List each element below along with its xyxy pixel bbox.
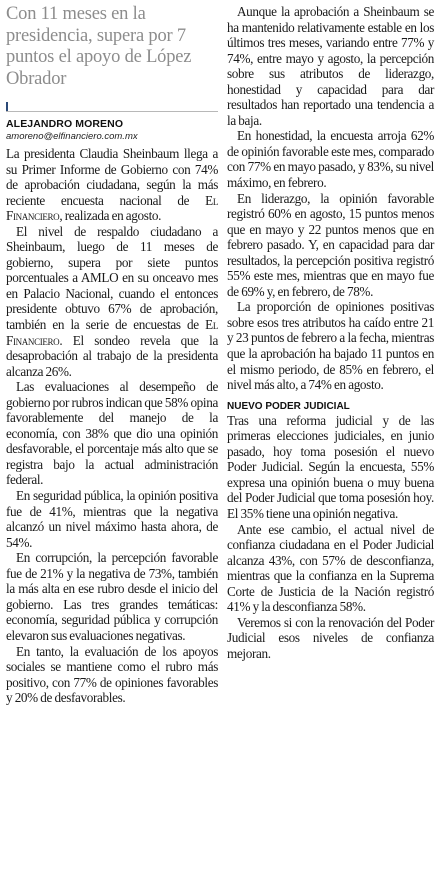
paragraph: En tanto, la evaluación de los apoyos sociales se mantiene como el rubro más positivo, con 77% de opiniones favorables y 20% de desfavorables.	[6, 643, 218, 706]
paragraph-text: El nivel de respaldo ciudadano a Sheinbaum, luego de 11 meses de gobierno, supera por siete puntos porcentuales a AMLO en su onceavo mes en Palacio Nacional, cuando el entonces presidente obtuvo 67% de aprobación, también en la serie de encuestas de	[6, 223, 218, 333]
paragraph: Aunque la aprobación a Sheinbaum se ha mantenido relativamente estable en los últimos tres meses, variando entre 77% y 74%, entre mayo y agosto, la percepción sobre sus atributos de liderazgo, honestidad y capacidad para dar resultados han reportado una tendencia a la baja.	[227, 4, 434, 128]
paragraph-text: . El sondeo revela que la desaprobación al trabajo de la presidenta alcanza 26%.	[6, 332, 218, 379]
byline-divider	[6, 100, 218, 114]
paragraph-text: , realizada en agosto.	[59, 208, 162, 224]
section-subhead: NUEVO PODER JUDICIAL	[227, 400, 350, 412]
paragraph: En seguridad pública, la opinión positiva fue de 41%, mientras que la negativa alcanzó un nivel máximo hasta ahora, de 54%.	[6, 488, 218, 550]
author-name: ALEJANDRO MORENO	[6, 118, 124, 130]
paragraph: Ante ese cambio, el actual nivel de confianza ciudadana en el Poder Judicial alcanza 43%, con 57% de desconfianza, mientras que la confianza en la Suprema Corte de Justicia de la Nación registró 41% y la desconfianza 58%.	[227, 521, 434, 615]
right-column	[227, 4, 434, 661]
paragraph: En corrupción, la percepción favorable fue de 21% y la negativa de 73%, también la más alta en ese rubro desde el inicio del gobierno. Las tres grandes temáticas: economía, seguridad pública y corrupción elevaron sus evaluaciones negativas.	[6, 550, 218, 643]
paragraph: La proporción de opiniones positivas sobre esos tres atributos ha caído entre 21 y 23 puntos de febrero a la fecha, mientras que la aprobación ha bajado 11 puntos en el mismo periodo, de 85% en febrero, el nivel más alto, a 74% en agosto.	[227, 299, 434, 393]
left-column	[6, 4, 218, 706]
paragraph: En honestidad, la encuesta arroja 62% de opinión favorable este mes, comparado con 77% en mayo pasado, y 83%, su nivel máximo, en febrero.	[227, 128, 434, 191]
paragraph: Tras una reforma judicial y de las primeras elecciones judiciales, en junio pasado, hoy toma posesión el nuevo Poder Judicial. Según la encuesta, 55% expresa una opinión buena o muy buena del Poder Judicial que toma posesión hoy. El 35% tiene una opinión negativa.	[227, 412, 434, 521]
headline: Con 11 meses en la presidencia, supera por 7 puntos el apoyo de López Obrador	[6, 4, 192, 89]
paragraph	[6, 146, 218, 224]
newspaper-name: El Financiero	[6, 317, 218, 348]
paragraph: Las evaluaciones al desempeño de gobierno por rubros indican que 58% opina favorablemente del manejo de la economía, con 38% que dio una opinión desfavorable, el porcentaje más alto que se registra bajo la actual administración federal.	[6, 379, 218, 488]
paragraph: En liderazgo, la opinión favorable registró 60% en agosto, 15 puntos menos que en mayo y 22 puntos menos que en febrero pasado. Y, en capacidad para dar resultados, la percepción positiva registró 55% este mes, mientras que en mayo fue de 69% y, en febrero, de 78%.	[227, 190, 434, 299]
divider-line	[6, 111, 218, 112]
author-email[interactable]: amoreno@elfinanciero.com.mx	[6, 131, 138, 142]
paragraph: Veremos si con la renovación del Poder Judicial esos niveles de confianza mejoran.	[227, 614, 434, 661]
newspaper-name: El Financiero	[6, 192, 218, 224]
paragraph	[6, 224, 218, 379]
paragraph-text: La presidenta Claudia Sheinbaum llega a su Primer Informe de Gobierno con 74% de aprobación ciudadana, según la más reciente encuesta nacional de	[6, 146, 218, 208]
